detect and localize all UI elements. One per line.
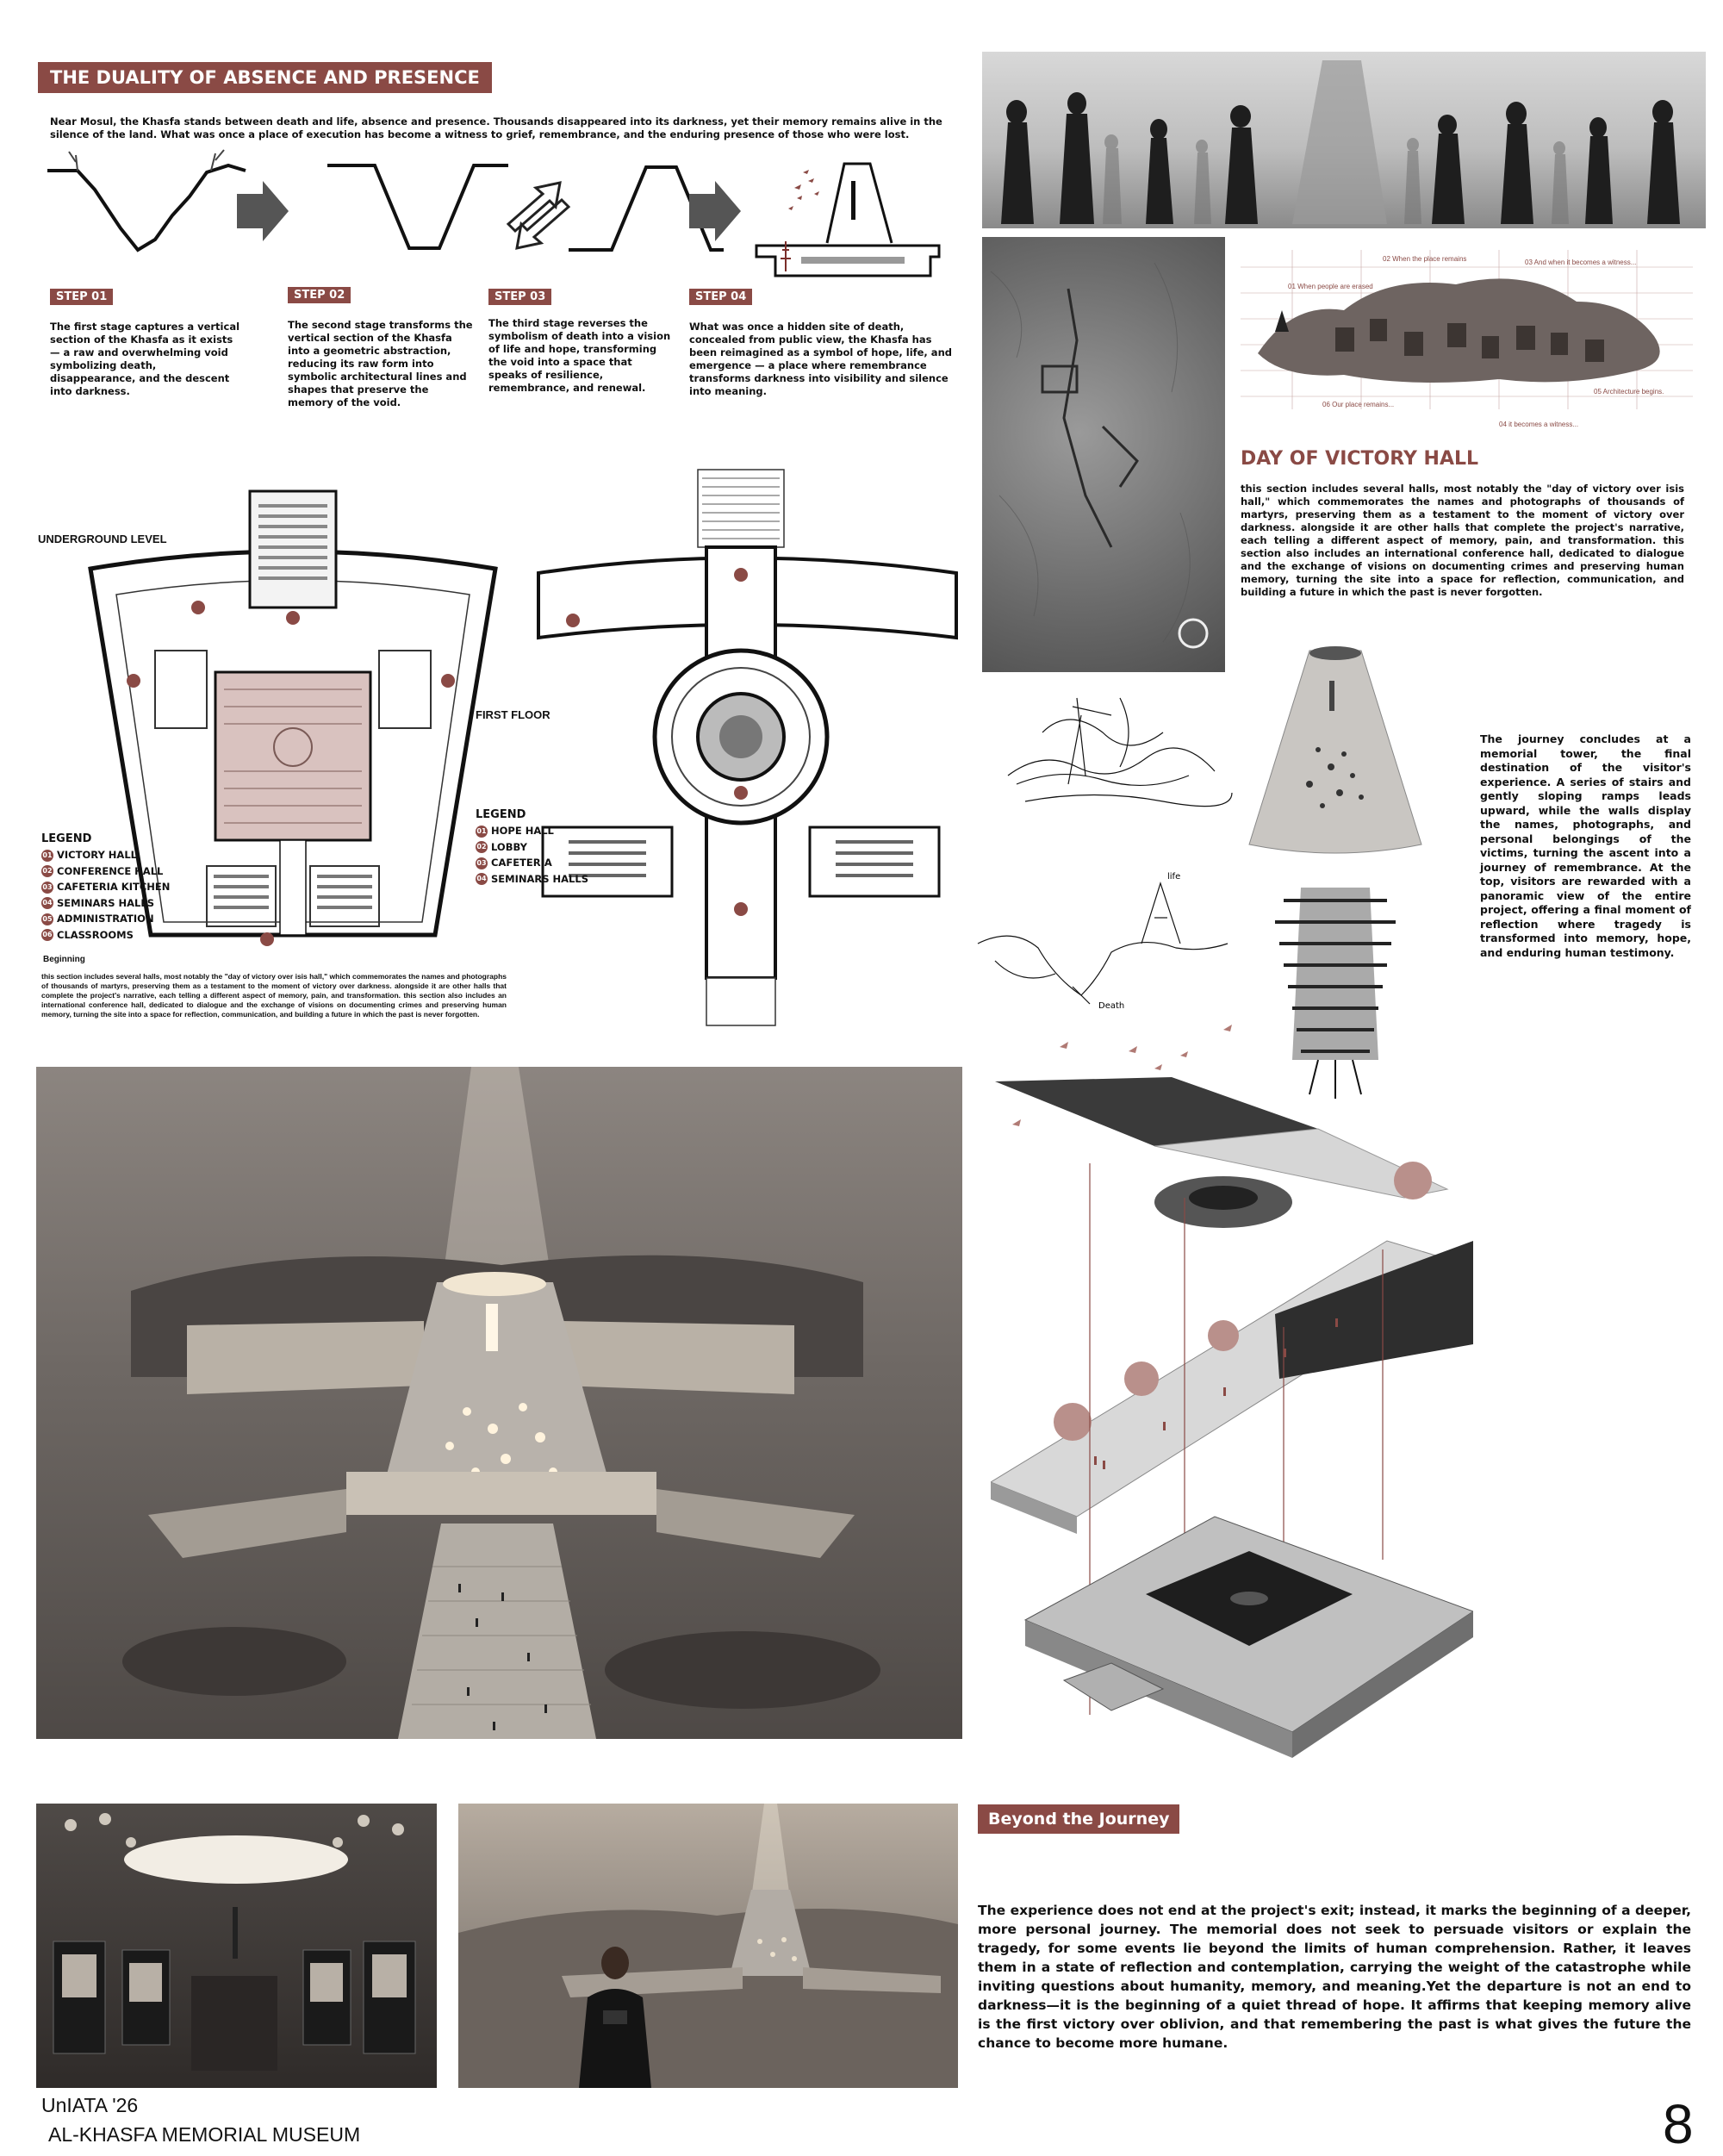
victory-hall-title: DAY OF VICTORY HALL	[1241, 448, 1479, 470]
interior-render	[36, 1804, 437, 2088]
beyond-text: The experience does not end at the project's exit; instead, it marks the beginning of a deeper, more personal journey. The memorial does not seek to persuade visitors or explain the tragedy, for some events lie beyond the limits of human comprehension. Rather, it leaves them in a state of reflection and contemplation, carrying the weight of the catastrophe while inviting questions about humanity, memory, and meaning.Yet the departure is not an end to darkness—it is the beginning of a quiet thread of hope. It affirms that keeping memory alive is the first victory over oblivion, and that remembering the past is what gives the future the chance to become more humane.	[978, 1903, 1691, 2051]
step-04-text: What was once a hidden site of death, concealed from public view, the Khasfa has been reimagined as a symbol of hope, life, and emergence — a place where remembrance transforms darkness into visibility and silence into meaning.	[689, 321, 952, 397]
beginning-label: Beginning	[43, 955, 85, 964]
silhouettes-figures	[982, 52, 1706, 228]
collage-label-3: 03 And when it becomes a witness...	[1525, 259, 1637, 266]
main-render	[36, 1067, 962, 1739]
step-02-text: The second stage transforms the vertical section of the Khasfa into a geometric abstraction, reducing its raw form into symbolic architectural lines and shapes that preserve the memory of the void.	[288, 319, 473, 408]
visitor-render	[458, 1804, 958, 2088]
process-diagram	[43, 146, 956, 293]
underground-legend-item: 06 CLASSROOMS	[42, 928, 134, 941]
collage-label-4: 04 it becomes a witness...	[1499, 421, 1579, 428]
footer-line-1: UnIATA '26	[41, 2094, 139, 2116]
underground-legend	[41, 832, 170, 944]
beyond-title: Beyond the Journey	[978, 1804, 1179, 1834]
first-floor-legend	[476, 808, 588, 888]
tower-text: The journey concludes at a memorial tower, the final destination of the visitor's experience. A series of stairs and gently sloping ramps leads upward, while the walls display the names, photographs, and personal belongings of the victims, turning the ascent into a journey of remembrance. At the top, visitors are rewarded with a panoramic view of the entire project, offering a final moment of reflection where tragedy is transformed into memory, hope, and enduring human testimony.	[1480, 732, 1691, 959]
first-floor-legend-item: 01 HOPE HALL	[476, 825, 554, 837]
intro-text: Near Mosul, the Khasfa stands between death and life, absence and presence. Thousands disappeared into its darkness, yet their memory remains alive in the silence of the land. What was once a place of execution has become a witness to grief, remembrance, and the enduring presence of those who were lost.	[50, 115, 942, 140]
collage-label-2: 02 When the place remains	[1383, 255, 1467, 263]
step-03-text: The third stage reverses the symbolism of death into a vision of life and hope, transforming the void into a space that speaks of resilience, remembrance, and renewal.	[488, 317, 671, 394]
underground-legend-item: 04 SEMINARS HALLS	[42, 896, 154, 909]
first-floor-legend-item: 04 SEMINARS HALLS	[476, 872, 588, 885]
visitor-scene	[458, 1804, 958, 2088]
main-render-scene	[36, 1067, 962, 1739]
underground-description: this section includes several halls, most notably the "day of victory over isis hall," which commemorates the names and photographs of thousands of martyrs, preserving them as a testament to the moment of victory over darkness. alongside it are other halls that complete the project's narrative, each telling a different aspect of memory, pain, and transformation. this section also includes an international conference hall, dedicated to dialogue and the exchange of visions on documenting crimes and preserving human memory, turning the site into a space for reflection, communication, and building a future in which the past is never forgotten.	[41, 972, 507, 1019]
underground-legend-item: 03 CAFETERIA KITCHEN	[42, 881, 171, 893]
first-floor-plan	[534, 465, 965, 1030]
step-01-text: The first stage captures a vertical section of the Khasfa as it exists — a raw and overwhelming void symbolizing death, disappearance, and the descent into darkness.	[50, 321, 240, 397]
step-01-tag: STEP 01	[50, 289, 113, 305]
collage-label-5: 05 Architecture begins.	[1594, 388, 1664, 396]
collage-image	[1241, 250, 1693, 428]
first-floor-legend-title: LEGEND	[476, 808, 526, 821]
page-number: 8	[1663, 2093, 1694, 2155]
first-floor-legend-item: 02 LOBBY	[476, 840, 527, 853]
sketch-death-label: Death	[1098, 1001, 1125, 1011]
collage-label-6: 06 Our place remains...	[1322, 401, 1395, 408]
collage-label-1: 01 When people are erased	[1288, 283, 1373, 290]
interior-scene	[36, 1804, 437, 2088]
first-floor-legend-item: 03 CAFETERIA	[476, 857, 552, 869]
step-04-tag: STEP 04	[689, 289, 752, 305]
step-02-tag: STEP 02	[288, 287, 351, 303]
underground-legend-item: 01 VICTORY HALL	[42, 849, 137, 861]
underground-legend-item: 02 CONFERENCE HALL	[42, 864, 164, 877]
footer-line-2: AL-KHASFA MEMORIAL MUSEUM	[48, 2123, 361, 2146]
sketch-life-label: life	[1167, 872, 1181, 882]
aerial-overlay	[982, 237, 1225, 672]
underground-level-label: UNDERGROUND LEVEL	[38, 533, 167, 545]
section-title: THE DUALITY OF ABSENCE AND PRESENCE	[38, 62, 492, 93]
step-03-tag: STEP 03	[488, 289, 551, 305]
collage-graphic	[1241, 250, 1693, 409]
exploded-axonometric	[991, 646, 1473, 1801]
victory-hall-text: this section includes several halls, most notably the "day of victory over isis hall," which commemorates the names and photographs of thousands of martyrs, preserving them as a testament to the moment of victory over darkness. alongside it are other halls that complete the project's narrative, each telling a different aspect of memory, pain, and transformation. this section also includes an international conference hall, dedicated to dialogue and the exchange of visions on documenting crimes and preserving human memory, turning the site into a space for reflection, communication, and building a future in which the past is never forgotten.	[1241, 483, 1684, 598]
underground-legend-title: LEGEND	[41, 832, 92, 845]
underground-legend-item: 05 ADMINISTRATION	[42, 913, 154, 925]
first-floor-label: FIRST FLOOR	[476, 708, 550, 721]
aerial-site-photo	[982, 237, 1225, 672]
silhouettes-image	[982, 52, 1706, 228]
